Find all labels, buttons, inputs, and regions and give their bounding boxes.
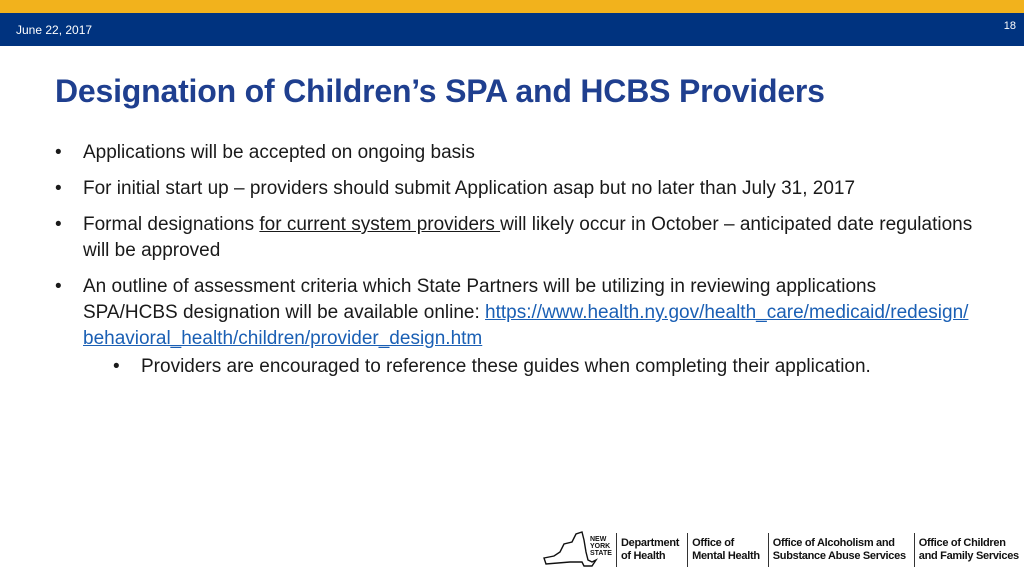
bullet-text: An outline of assessment criteria which State Partners will be utilizing in reviewing applications SPA/HCBS designation will be available online: [83,276,877,323]
bullet-text-start: Formal designations [83,214,260,235]
sub-bullet-item [83,354,975,380]
header-blue-band [0,13,1024,46]
bullet-marker: • [55,276,62,297]
footer-logos [540,530,1023,570]
bullet-text: Applications will be accepted on ongoing basis [83,142,475,163]
sub-bullet-list [83,354,975,380]
bullet-marker: • [55,214,62,235]
header-gold-stripe [0,0,1024,13]
agency-line: Department [621,537,680,549]
slide-date: June 22, 2017 [16,23,93,37]
bullet-text-end: will likely occur in October – anticipated date regulations will be approved [83,214,973,261]
sub-bullet-text: Providers are encouraged to reference these guides when completing their application. [141,356,871,377]
agency-office-of-mental-health [687,533,764,567]
ny-wordmark-line: NEW [590,535,607,543]
bullet-marker: • [113,356,120,377]
agency-line: and Family Services [918,550,1019,562]
bullet-item [55,176,975,202]
bullet-item [55,140,975,166]
ny-wordmark-line: YORK [590,542,611,550]
bullet-item [55,212,975,264]
ny-wordmark-line: STATE [590,549,612,557]
agency-line: Office of Alcoholism and [772,537,895,549]
bullet-text: For initial start up – providers should submit Application asap but no later than July 31, 2017 [83,178,856,199]
bullet-list [55,140,975,390]
agency-line: Mental Health [692,550,760,562]
agency-line: Substance Abuse Services [772,550,906,562]
slide-title: Designation of Children’s SPA and HCBS Providers [55,73,825,109]
bullet-marker: • [55,142,62,163]
bullet-marker: • [55,178,62,199]
agency-line: of Health [621,550,666,562]
bullet-underlined-phrase: for current system providers [259,214,501,235]
bullet-item [55,274,975,380]
agency-line: Office of Children [918,537,1006,549]
slide-number: 18 [1003,20,1016,32]
agency-department-of-health [616,533,683,567]
agency-ocfs [914,533,1023,567]
ny-state-wordmark [590,536,612,557]
provider-design-link[interactable]: https://www.health.ny.gov/health_care/medicaid/redesign/behavioral_health/children/provider_design.htm [83,302,969,349]
agency-line: Office of [692,537,735,549]
agency-oasas [768,533,910,567]
